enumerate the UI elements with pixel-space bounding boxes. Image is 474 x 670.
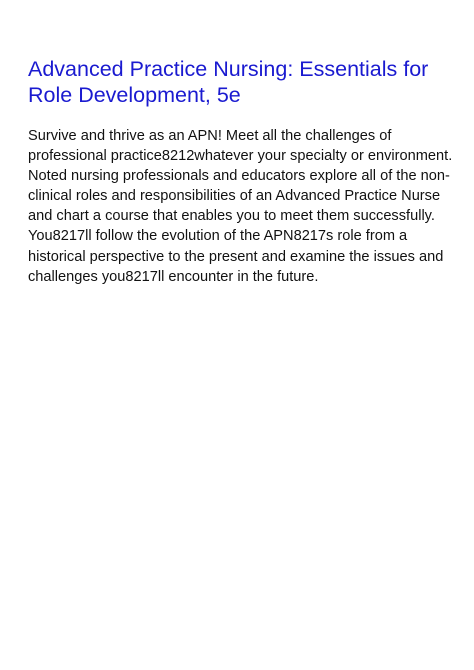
document-description: Survive and thrive as an APN! Meet all the challenges of professional practice8212whatever your specialty or environment. Noted nursing professionals and educators explore all of the non-clinical roles and responsibilities of an Advanced Practice Nurse and chart a course that enables you to meet them successfully. You8217ll follow the evolution of the APN8217s role from a historical perspective to the present and examine the issues and challenges you8217ll encounter in the future. (28, 128, 453, 285)
document-title: Advanced Practice Nursing: Essentials for Role Development, 5e (28, 57, 429, 107)
